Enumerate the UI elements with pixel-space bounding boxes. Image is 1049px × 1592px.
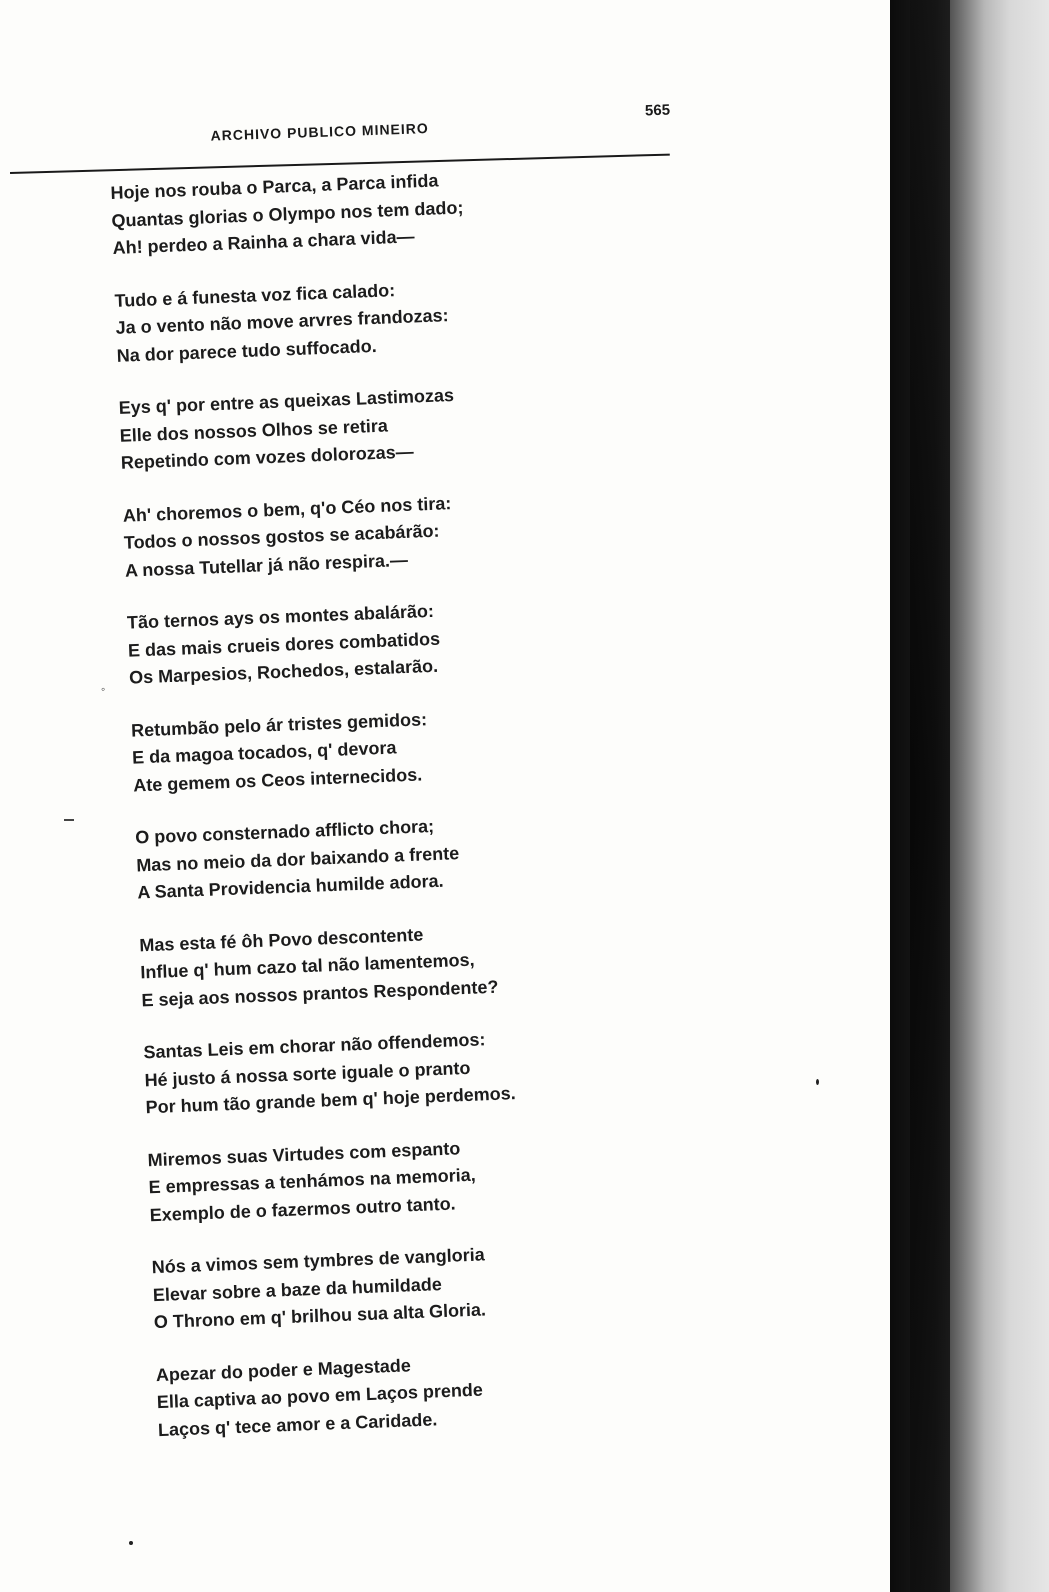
- poem-line: E empressas a tenhámos na memoria,: [148, 1164, 476, 1198]
- poem-line: Tão ternos ays os montes abalárão:: [126, 600, 435, 633]
- poem-line: Influe q' hum cazo tal não lamentemos,: [140, 949, 475, 983]
- stanza: [147, 1126, 690, 1229]
- margin-dash: [64, 819, 74, 821]
- poem-line: A Santa Providencia humilde adora.: [136, 870, 444, 903]
- stanza: [151, 1233, 694, 1336]
- poem-line: Laços q' tece amor e a Caridade.: [157, 1408, 438, 1440]
- poem-line: O Throno em q' brilhou sua alta Gloria.: [153, 1299, 487, 1333]
- poem-line: A nossa Tutellar já não respira.—: [124, 549, 409, 581]
- poem-line: E das mais crueis dores combatidos: [127, 628, 441, 661]
- stanza: [135, 804, 678, 907]
- poem-line: Tudo e á funesta voz fica calado:: [114, 279, 396, 311]
- stanza: [110, 159, 653, 262]
- poem-line: Repetindo com vozes dolorozas—: [120, 441, 415, 473]
- poem-line: Ate gemem os Ceos internecidos.: [132, 763, 423, 796]
- poem-line: Por hum tão grande bem q' hoje perdemos.: [145, 1083, 517, 1118]
- poem-line: Mas no meio da dor baixando a frente: [135, 842, 460, 875]
- poem-line: Ah' choremos o bem, q'o Céo nos tira:: [122, 492, 452, 526]
- poem-line: Apezar do poder e Magestade: [155, 1354, 412, 1385]
- poem-line: Na dor parece tudo suffocado.: [116, 335, 377, 366]
- poem-line: E da magoa tocados, q' devora: [131, 737, 397, 768]
- poem-line: O povo consternado afflicto chora;: [134, 816, 435, 848]
- poem-line: Os Marpesios, Rochedos, estalarão.: [128, 655, 439, 688]
- poem-line: E seja aos nossos prantos Respondente?: [141, 976, 499, 1010]
- poem-line: Elle dos nossos Olhos se retira: [119, 415, 389, 446]
- poem-line: Elevar sobre a baze da humildade: [152, 1273, 443, 1305]
- poem-line: Mas esta fé ôh Povo descontente: [139, 924, 424, 955]
- poem-line: Ja o vento não move arvres frandozas:: [115, 305, 449, 338]
- stanza: [114, 267, 657, 370]
- poem-line: Quantas glorias o Olympo nos tem dado;: [111, 196, 464, 231]
- margin-glyph: ◦: [101, 682, 106, 696]
- stanza: [143, 1019, 686, 1122]
- stanza: [131, 696, 674, 799]
- poem-line: Ah! perdeo a Rainha a chara vida—: [112, 226, 415, 258]
- page-number: 565: [644, 101, 671, 120]
- running-head: ARCHIVO PUBLICO MINEIRO: [210, 120, 430, 144]
- poem-line: Exemplo de o fazermos outro tanto.: [149, 1192, 456, 1225]
- stanza: [118, 374, 661, 477]
- stanza: [155, 1341, 698, 1444]
- poem-line: Hé justo á nossa sorte iguale o pranto: [144, 1057, 471, 1090]
- stanza: [127, 589, 670, 692]
- poem-line: Eys q' por entre as queixas Lastimozas: [118, 384, 455, 418]
- poem: [110, 159, 699, 1469]
- stanza: [122, 482, 665, 585]
- page-binding-edge: [910, 0, 950, 1592]
- poem-line: Miremos suas Virtudes com espanto: [147, 1137, 461, 1170]
- stanza: [139, 911, 682, 1014]
- poem-line: Retumbão pelo ár tristes gemidos:: [130, 708, 428, 741]
- poem-line: Ella captiva ao povo em Laços prende: [156, 1379, 484, 1413]
- ink-speck: [129, 1541, 133, 1545]
- ink-speck: [816, 1079, 819, 1085]
- page-header: [200, 102, 671, 158]
- poem-line: Hoje nos rouba o Parca, a Parca infida: [110, 170, 439, 203]
- poem-line: Santas Leis em chorar não offendemos:: [143, 1029, 486, 1063]
- poem-line: Todos o nossos gostos se acabárão:: [123, 520, 440, 553]
- poem-line: Nós a vimos sem tymbres de vangloria: [151, 1244, 486, 1278]
